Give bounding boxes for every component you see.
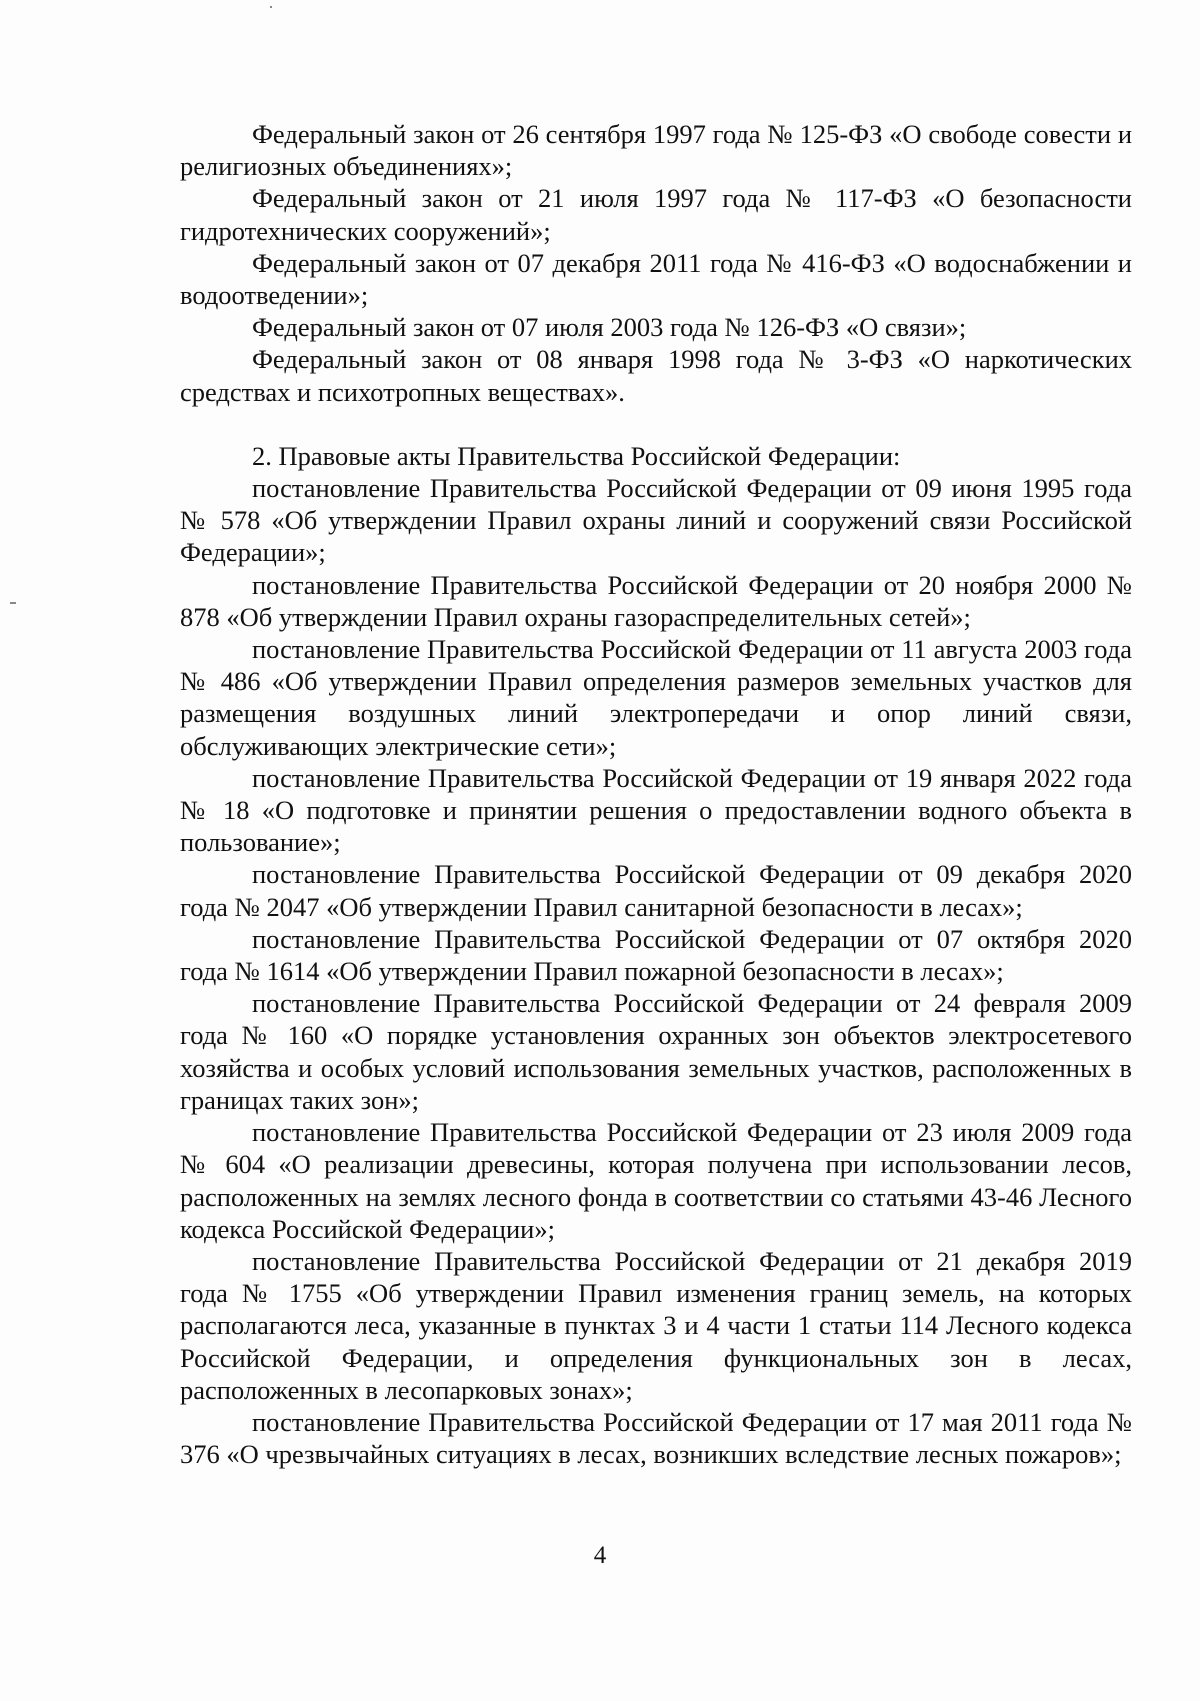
paragraph-pp-160: постановление Правительства Российской Федерации от 24 февраля 2009 года № 160 «О порядке установления охранных зон объектов электросетевого хозяйства и особых условий использования земельных участков, расположенных в границах таких зон»; <box>180 988 1132 1115</box>
paragraph-pp-18: постановление Правительства Российской Федерации от 19 января 2022 года № 18 «О подготовке и принятии решения о предоставлении водного объекта в пользование»; <box>180 762 1132 858</box>
paragraph-pp-376: постановление Правительства Российской Федерации от 17 мая 2011 года № 376 «О чрезвычайных ситуациях в лесах, возникших вследствие лесных пожаров»; <box>180 1406 1132 1470</box>
paragraph-pp-578: постановление Правительства Российской Федерации от 09 июня 1995 года № 578 «Об утверждении Правил охраны линий и сооружений связи Российской Федерации»; <box>180 473 1132 568</box>
paragraph-fz-117: Федеральный закон от 21 июля 1997 года № 117-ФЗ «О безопасности гидротехнических сооружений»; <box>180 183 1132 246</box>
paragraph-fz-416: Федеральный закон от 07 декабря 2011 года № 416-ФЗ «О водоснабжении и водоотведении»; <box>180 247 1132 311</box>
document-body <box>180 118 1132 1470</box>
page-number: 4 <box>593 1542 607 1569</box>
paragraph-fz-125: Федеральный закон от 26 сентября 1997 года № 125-ФЗ «О свободе совести и религиозных объединениях»; <box>180 119 1132 182</box>
paragraph-pp-878: постановление Правительства Российской Федерации от 20 ноября 2000 № 878 «Об утверждении Правил охраны газораспределительных сетей»; <box>180 569 1132 632</box>
section-heading-government-acts: 2. Правовые акты Правительства Российской Федерации: <box>252 440 901 471</box>
paragraph-pp-604: постановление Правительства Российской Федерации от 23 июля 2009 года № 604 «О реализации древесины, которая получена при использовании лесов, расположенных на землях лесного фонда в соответствии со статьями 43-46 Лесного кодекса Российской Федерации»; <box>180 1117 1132 1244</box>
scan-speck-top <box>270 6 272 8</box>
scan-speck-left <box>10 602 16 604</box>
paragraph-pp-1614: постановление Правительства Российской Федерации от 07 октября 2020 года № 1614 «Об утверждении Правил пожарной безопасности в лесах»; <box>180 923 1132 987</box>
paragraph-pp-486: постановление Правительства Российской Федерации от 11 августа 2003 года № 486 «Об утверждении Правил определения размеров земельных участков для размещения воздушных линий электропередачи и опор линий связи, обслуживающих электрические сети»; <box>180 634 1132 761</box>
paragraph-pp-2047: постановление Правительства Российской Федерации от 09 декабря 2020 года № 2047 «Об утверждении Правил санитарной безопасности в лесах»; <box>180 859 1132 922</box>
paragraph-fz-126: Федеральный закон от 07 июля 2003 года № 126-ФЗ «О связи»; <box>252 312 967 343</box>
paragraph-fz-3: Федеральный закон от 08 января 1998 года № 3-ФЗ «О наркотических средствах и психотропных веществах». <box>180 344 1132 407</box>
paragraph-pp-1755: постановление Правительства Российской Федерации от 21 декабря 2019 года № 1755 «Об утверждении Правил изменения границ земель, на которых располагаются леса, указанные в пунктах 3 и 4 части 1 статьи 114 Лесного кодекса Российской Федерации, и определения функциональных зон в лесах, расположенных в лесопарковых зонах»; <box>180 1245 1132 1405</box>
